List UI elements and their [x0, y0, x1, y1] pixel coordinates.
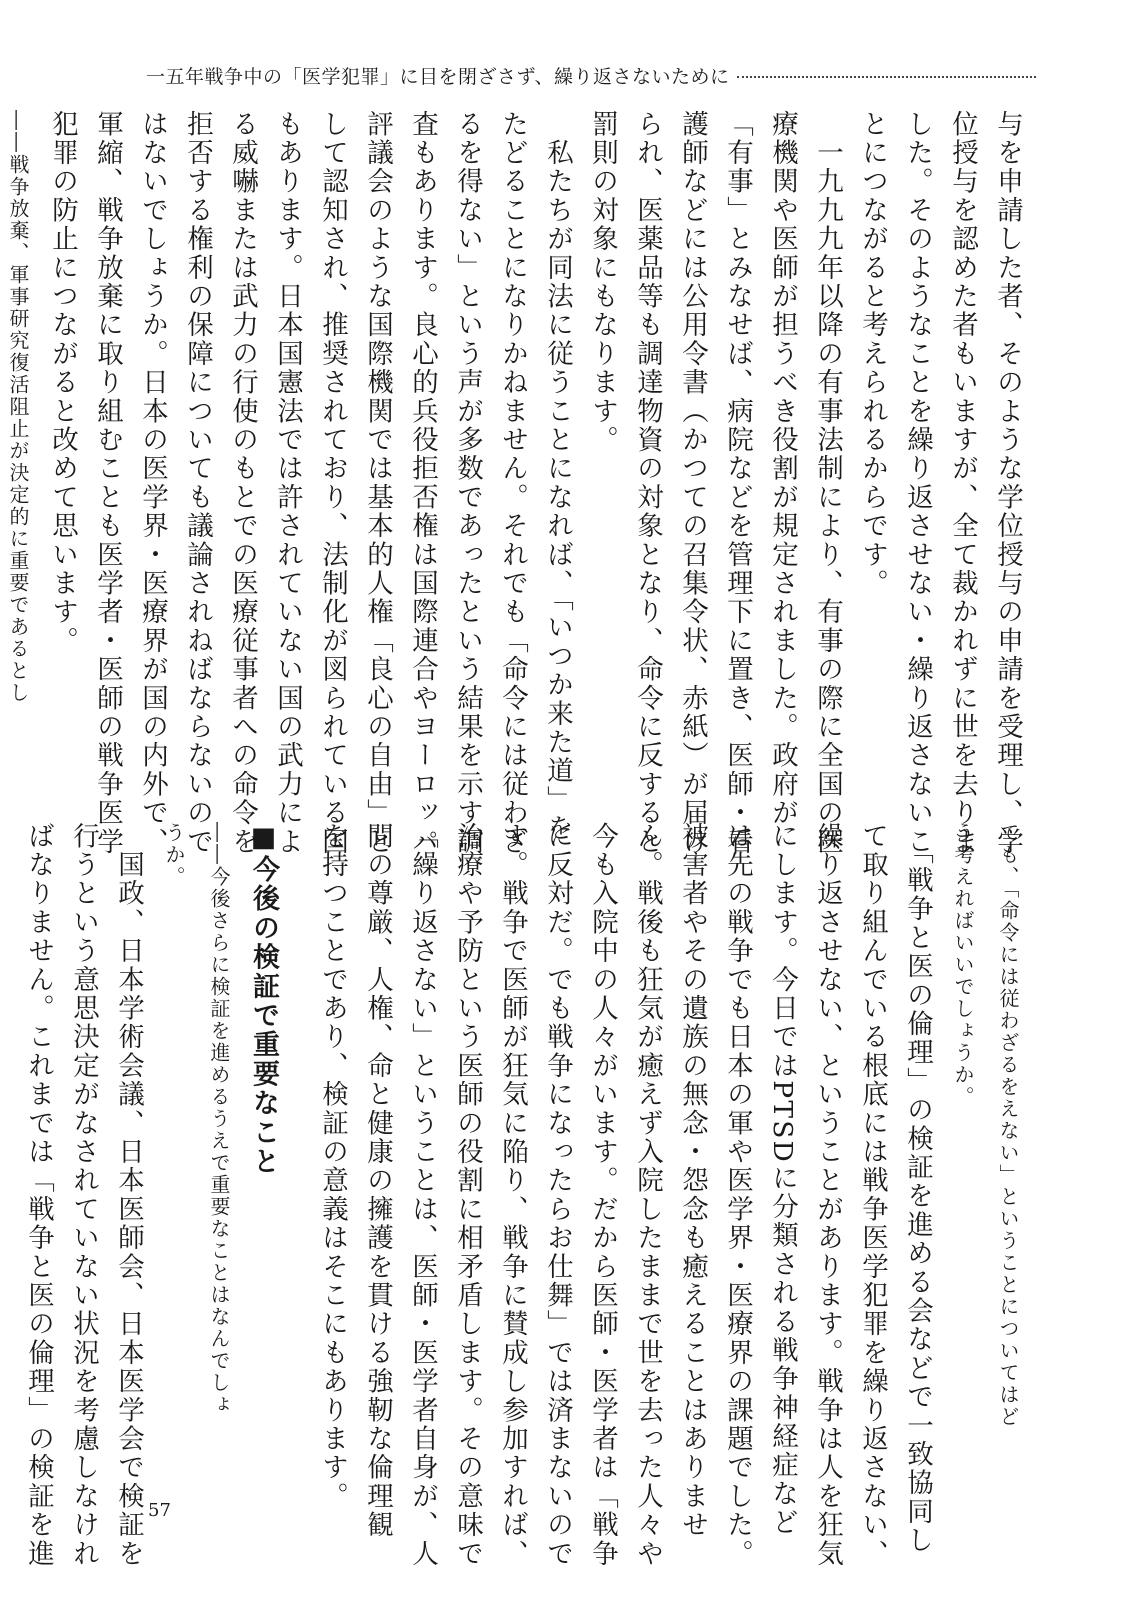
running-header	[146, 62, 1036, 88]
text-column: られ、医薬品等も調達物資の対象となり、命令に反すると	[632, 110, 663, 857]
text-column: 被害者やその遺族の無念・怨念も癒えることはありませ	[677, 822, 708, 1540]
text-column: は先の戦争でも日本の軍や医学界・医療界の課題でした。	[722, 822, 753, 1569]
text-column: して認知され、推奨されており、法制化が図られている国	[317, 110, 348, 857]
interviewer-question: うか。	[162, 822, 186, 888]
text-column: 国政、日本学術会議、日本医師会、日本医学会で検証を	[113, 822, 144, 1569]
text-column: ばなりません。これまでは「戦争と医の倫理」の検証を進	[23, 822, 54, 1569]
text-column: 私たちが同法に従うことになれば、「いつか来た道」を	[542, 110, 573, 843]
text-column: もあります。日本国憲法では許されていない国の武力によ	[272, 110, 303, 857]
text-column: 一九九九年以降の有事法制により、有事の際に全国の医	[812, 110, 843, 857]
text-column: はないでしょうか。日本の医学界・医療界が国の内外で、	[137, 110, 168, 857]
text-column: たどることになりかねません。それでも「命令には従わざ	[497, 110, 528, 857]
text-column: 位授与を認めた者もいますが、全て裁かれずに世を去りま	[947, 110, 978, 857]
text-column: 行うという意思決定がなされていない状況を考慮しなけれ	[68, 822, 99, 1569]
text-column: 査もあります。良心的兵役拒否権は国際連合やヨーロッパ	[407, 110, 438, 857]
text-column: にします。今日ではPTSDに分類される戦争神経症など	[767, 822, 798, 1538]
text-column: 繰り返させない、ということがあります。戦争は人を狂気	[812, 822, 843, 1569]
interviewer-question: ――戦争放棄、軍事研究復活阻止が決定的に重要であるとし	[6, 110, 30, 704]
section-gap	[286, 822, 310, 1487]
section-heading: ■今後の検証で重要なこと	[248, 822, 279, 1177]
text-column: るを得ない」という声が多数であったという結果を示す調	[452, 110, 483, 857]
top-text-block	[6, 110, 1030, 857]
text-column: 間の尊厳、人権、命と健康の擁護を貫ける強靭な倫理観	[362, 822, 393, 1540]
text-column: 治療や予防という医師の役割に相矛盾します。その意味で	[452, 822, 483, 1569]
text-column: る威嚇または武力の行使のもとでの医療従事者への命令を	[227, 110, 258, 857]
text-column: ん。戦後も狂気が癒えず入院したままで世を去った人々や	[632, 822, 663, 1569]
interviewer-question: う考えればいいでしょうか。	[951, 822, 975, 1108]
text-column: に反対だ。でも戦争になったらお仕舞」では済まないので	[542, 822, 573, 1569]
text-column: 療機関や医師が担うべき役割が規定されました。政府が	[767, 110, 798, 828]
interviewer-question: ても、「命令には従わざるをえない」ということについてはど	[996, 822, 1020, 1428]
text-column: 犯罪の防止につながると改めて思います。	[47, 110, 78, 656]
text-column: 評議会のような国際機関では基本的人権「良心の自由」と	[362, 110, 393, 857]
text-column: 「有事」とみなせば、病院などを管理下に置き、医師・看	[722, 110, 753, 857]
page-number: 57	[148, 1500, 171, 1521]
text-column: とにつながると考えられるからです。	[857, 110, 888, 598]
interviewer-question: ――今後さらに検証を進めるうえで重要なことはなんでしょ	[207, 822, 231, 1416]
text-column: 拒否する権利の保障についても議論されねばならないので	[182, 110, 213, 857]
text-column: 今も入院中の人々がいます。だから医師・医学者は「戦争	[587, 822, 618, 1569]
text-column: 軍縮、戦争放棄に取り組むことも医学者・医師の戦争医学	[92, 110, 123, 857]
text-column: 「繰り返さない」ということは、医師・医学者自身が、人	[407, 822, 438, 1569]
text-column: 与を申請した者、そのような学位授与の申請を受理し、学	[992, 110, 1023, 857]
text-column: を持つことであり、検証の意義はそこにもあります。	[317, 822, 348, 1511]
text-column: て取り組んでいる根底には戦争医学犯罪を繰り返さない、	[857, 822, 888, 1569]
text-column: 「戦争と医の倫理」の検証を進める会などで一致協同し	[902, 822, 933, 1555]
text-column: 護師などには公用令書（かつての召集令状、赤紙）が届け	[677, 110, 708, 857]
dotted-leader	[737, 76, 1036, 78]
text-column: す。戦争で医師が狂気に陥り、戦争に賛成し参加すれば、	[497, 822, 528, 1569]
text-column: 罰則の対象にもなります。	[587, 110, 618, 455]
running-header-title: 一五年戦争中の「医学犯罪」に目を閉ざさず、繰り返さないために	[146, 65, 730, 88]
text-column: した。そのようなことを繰り返させない・繰り返さないこ	[902, 110, 933, 857]
